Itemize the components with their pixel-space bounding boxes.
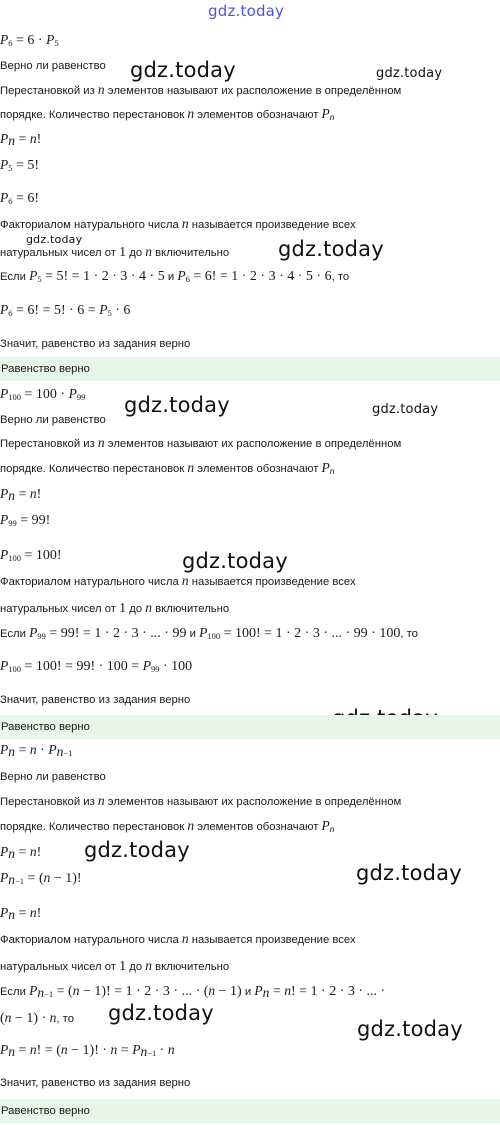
watermark: gdz.today — [130, 58, 236, 82]
answer-band: Равенство верно — [0, 1099, 500, 1123]
formula-pn-recursive: $P_n = n \cdot P_{n-1}$ — [0, 742, 73, 759]
answer-band: Равенство верно — [0, 357, 500, 381]
result-formula: $P_{100} = 100$! = 99! · $100 = P_{99} \cdot 100$ — [0, 658, 193, 674]
watermark: gdz.today — [26, 233, 83, 246]
formula-pn-minus-1: $P_{n-1} = (n - 1)$! — [0, 870, 82, 887]
definition-permutation-line1: Перестановкой из n элементов называют их расположение в определённом — [0, 435, 402, 450]
formula-pn: $P_n = n$! — [0, 844, 42, 861]
definition-factorial-line2: натуральных чисел от 1 до n включительно — [0, 600, 230, 616]
definition-permutation-line2: порядке. Количество перестановок n элементов обозначают $P_n$ — [0, 818, 335, 834]
definition-permutation-line2: порядке. Количество перестановок n элементов обозначают $P_n$ — [0, 460, 335, 476]
formula-p100: $P_{100} = 100 \cdot P_{99}$ — [0, 386, 86, 402]
watermark-top: gdz.today — [208, 2, 285, 20]
answer-band: Равенство верно — [0, 715, 500, 739]
formula-pn: $P_n = n$! — [0, 486, 42, 503]
formula-pn: $P_n = n$! — [0, 131, 42, 148]
watermark: gdz.today — [357, 1017, 463, 1041]
definition-factorial-line1: Факториалом натурального числа n называется произведение всех — [0, 931, 356, 946]
formula-pn-fact: $P_n = n$! — [0, 905, 42, 922]
if-statement: Если $P_{99} = 99$! = 1 · 2 · 3 · ... · 99 и $P_{100} = 100$! = 1 · 2 · 3 · ... · 99 · 100, то — [0, 625, 418, 641]
formula-p99: $P_{99} = 99$! — [0, 512, 51, 528]
formula-p6: $P_6 = 6 \cdot P_5$ — [0, 32, 59, 48]
question-text: Верно ли равенство — [0, 60, 106, 72]
definition-permutation-line1: Перестановкой из n элементов называют их расположение в определённом — [0, 793, 402, 808]
definition-factorial-line1: Факториалом натурального числа n называется произведение всех — [0, 573, 356, 588]
conclusion-text: Значит, равенство из задания верно — [0, 338, 191, 350]
definition-factorial-line2: натуральных чисел от 1 до n включительно — [0, 244, 230, 260]
watermark: gdz.today — [356, 861, 462, 885]
watermark: gdz.today — [182, 549, 288, 573]
definition-permutation-line1: Перестановкой из n элементов называют их расположение в определённом — [0, 82, 402, 97]
watermark: gdz.today — [372, 402, 439, 417]
watermark: gdz.today — [108, 1001, 214, 1025]
definition-factorial-line2: натуральных чисел от 1 до n включительно — [0, 958, 230, 974]
watermark: gdz.today — [376, 66, 443, 81]
formula-p5: $P_5 = 5$! — [0, 157, 40, 173]
watermark: gdz.today — [84, 838, 190, 862]
result-formula: $P_n = n$! = (n − 1)! · $n = P_{n-1} \cdot n$ — [0, 1042, 175, 1059]
result-formula: $P_6 = 6$! = 5! · $6 = P_5 \cdot 6$ — [0, 302, 131, 318]
if-statement-cont: (n − 1) · n, то — [0, 1010, 75, 1026]
conclusion-text: Значит, равенство из задания верно — [0, 1077, 191, 1089]
if-statement: Если $P_5 = 5$! = 1 · 2 · 3 · 4 · 5 и $P_6 = 6$! = 1 · 2 · 3 · 4 · 5 · 6, то — [0, 268, 350, 284]
definition-permutation-line2: порядке. Количество перестановок n элементов обозначают $P_n$ — [0, 106, 335, 122]
watermark: gdz.today — [124, 393, 230, 417]
question-text: Верно ли равенство — [0, 414, 106, 426]
if-statement: Если $P_{n-1} = (n - 1)$! = 1 · 2 · 3 · ... · (n − 1) и $P_n = n$! = 1 · 2 · 3 · ... · — [0, 983, 386, 1000]
watermark: gdz.today — [278, 237, 384, 261]
question-text: Верно ли равенство — [0, 771, 106, 783]
formula-p6-fact: $P_6 = 6$! — [0, 190, 40, 206]
definition-factorial-line1: Факториалом натурального числа n называется произведение всех — [0, 216, 356, 231]
formula-p100-fact: $P_{100} = 100$! — [0, 547, 62, 563]
conclusion-text: Значит, равенство из задания верно — [0, 694, 191, 706]
